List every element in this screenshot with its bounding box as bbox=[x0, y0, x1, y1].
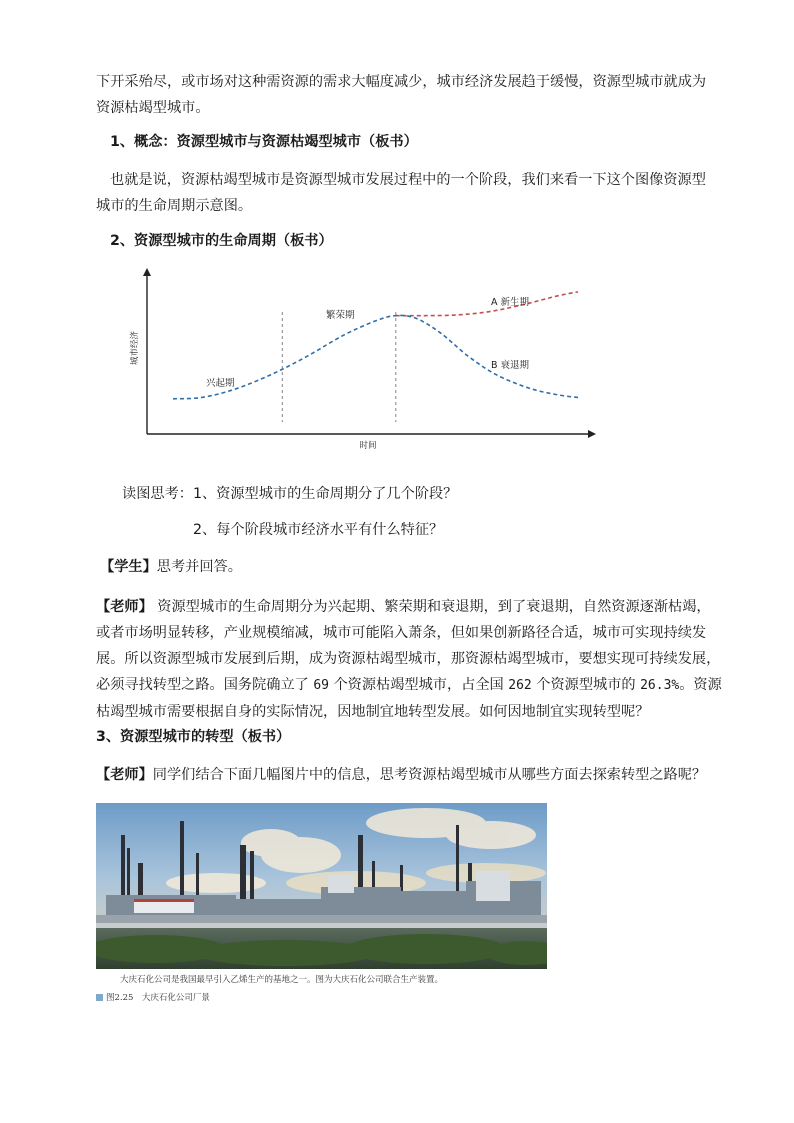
petrochemical-plant-photo bbox=[96, 803, 547, 969]
student-line bbox=[100, 556, 242, 576]
phase-dividers bbox=[282, 312, 395, 422]
intro-paragraph bbox=[96, 69, 708, 121]
teacher-prompt bbox=[96, 764, 706, 784]
heading-concept: 1、概念：资源型城市与资源枯竭型城市（板书） bbox=[110, 134, 418, 150]
teacher-prompt-text: 同学们结合下面几幅图片中的信息，思考资源枯竭型城市从哪些方面去探索转型之路呢？ bbox=[152, 767, 707, 783]
stage-label-prosperity: 繁荣期 bbox=[326, 310, 355, 321]
life-cycle-chart bbox=[118, 262, 604, 458]
series-label-a: A 新生期 bbox=[491, 297, 530, 308]
figure-marker-square bbox=[96, 994, 103, 1001]
explanation-line-1: 也就是说，资源枯竭型城市是资源型城市发展过程中的一个阶段，我们来看一下这个图像资源型 bbox=[110, 172, 706, 188]
y-axis-label: 城市经济 bbox=[130, 330, 140, 366]
percentage-value: 26.3% bbox=[640, 678, 680, 693]
explanation-line-2: 城市的生命周期示意图。 bbox=[96, 198, 253, 214]
reading-question-2: 2、每个阶段城市经济水平有什么特征？ bbox=[193, 522, 444, 538]
teacher-line-4-b: 个资源枯竭型城市，占全国 bbox=[328, 677, 509, 693]
photo-caption: 大庆石化公司是我国最早引入乙烯生产的基地之一。图为大庆石化公司联合生产装置。 bbox=[120, 975, 444, 985]
teacher-line-2: 或者市场明显转移，产业规模缩减，城市可能陷入萧条，但如果创新路径合适，城市可实现持续发 bbox=[96, 625, 707, 641]
teacher-line-4-a: 必须寻找转型之路。国务院确立了 bbox=[96, 677, 314, 693]
stage-label-rise: 兴起期 bbox=[206, 378, 235, 389]
count-resource-cities: 262 bbox=[508, 678, 532, 693]
teacher-prompt-tag: 【老师】 bbox=[96, 767, 153, 783]
student-tag: 【学生】 bbox=[100, 559, 157, 575]
heading-life-cycle: 2、资源型城市的生命周期（板书） bbox=[110, 233, 333, 249]
teacher-line-1 bbox=[96, 594, 711, 620]
teacher-line-4 bbox=[96, 672, 722, 699]
teacher-tag: 【老师】 bbox=[96, 599, 153, 615]
count-exhausted-cities: 69 bbox=[313, 678, 329, 693]
series-label-b: B 衰退期 bbox=[491, 360, 530, 371]
teacher-line-3: 展。所以资源型城市发展到后期，成为资源枯竭型城市，那资源枯竭型城市，要想实现可持续发展， bbox=[96, 651, 721, 667]
teacher-line-4-c: 个资源型城市的 bbox=[531, 677, 641, 693]
figure-label-text: 图2.25 大庆石化公司厂景 bbox=[106, 993, 210, 1003]
reading-question-1: 读图思考：1、资源型城市的生命周期分了几个阶段？ bbox=[122, 486, 458, 502]
teacher-paragraph bbox=[96, 594, 722, 725]
teacher-line-5: 枯竭型城市需要根据自身的实际情况，因地制宜地转型发展。如何因地制宜实现转型呢？ bbox=[96, 704, 650, 720]
explanation-paragraph bbox=[96, 167, 708, 219]
figure-label bbox=[96, 991, 210, 1003]
student-text: 思考并回答。 bbox=[156, 559, 242, 575]
intro-line-2: 资源枯竭型城市。 bbox=[96, 100, 210, 116]
teacher-line-4-d: 。资源 bbox=[679, 677, 722, 693]
heading-transformation: 3、资源型城市的转型（板书） bbox=[96, 729, 291, 745]
teacher-line-1-text: 资源型城市的生命周期分为兴起期、繁荣期和衰退期，到了衰退期，自然资源逐渐枯竭， bbox=[152, 599, 711, 615]
intro-line-1: 下开采殆尽，或市场对这种需资源的需求大幅度减少，城市经济发展趋于缓慢，资源型城市就成为 bbox=[96, 74, 707, 90]
x-axis-label: 时间 bbox=[359, 441, 377, 451]
series-line-a-renewal bbox=[396, 292, 578, 316]
